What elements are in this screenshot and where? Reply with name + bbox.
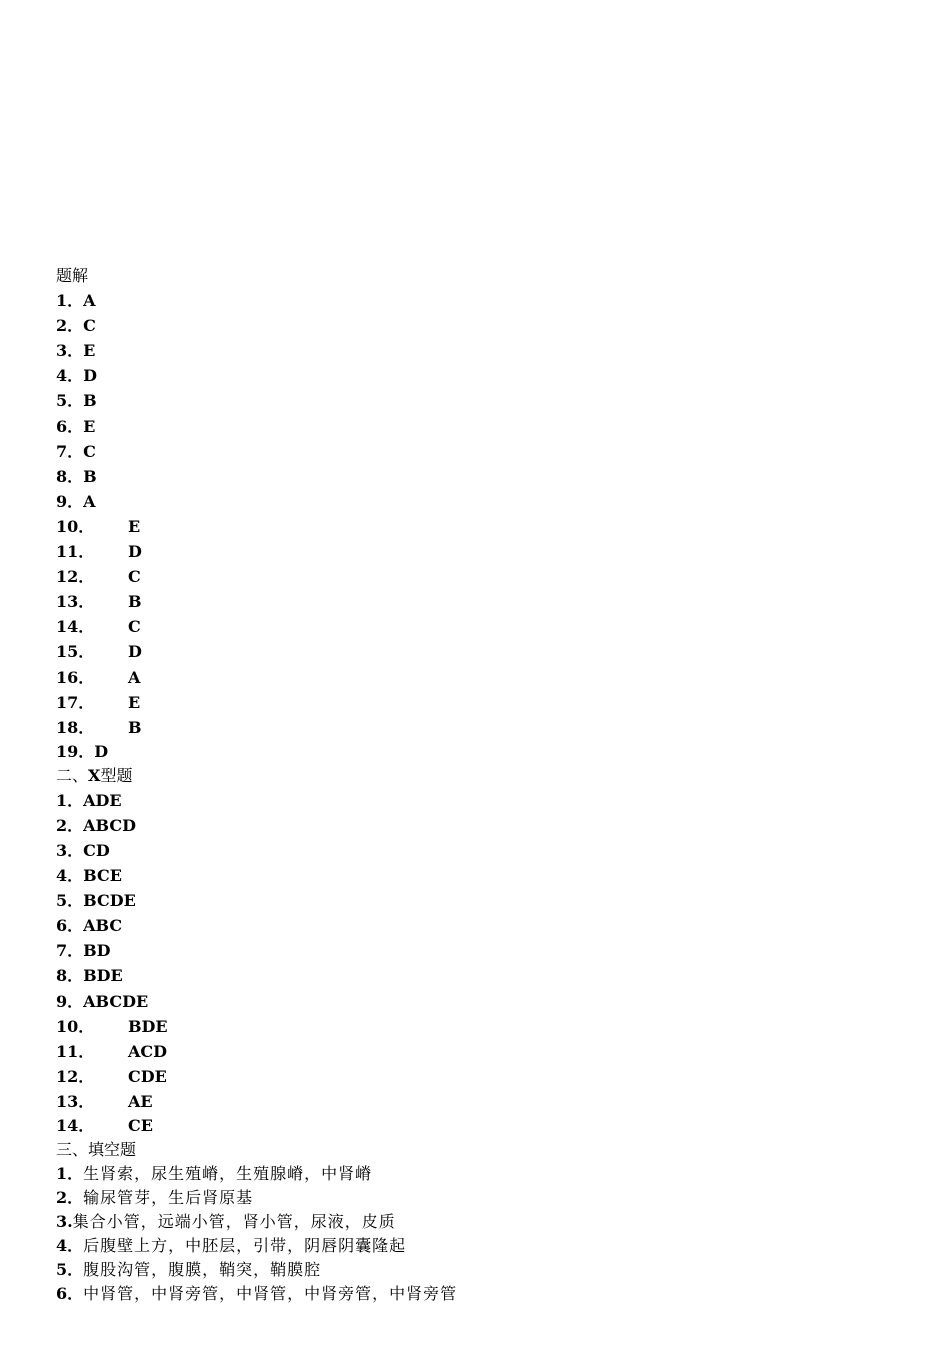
answer-row [56,1039,916,1064]
answer-value: CE [128,1116,153,1135]
answer-row [56,863,916,888]
answer-value: C [83,441,96,461]
answer-number: 12． [56,1066,95,1086]
answer-value: E [83,416,96,436]
answer-value: C [128,617,141,637]
answer-number: 6． [56,416,84,436]
answer-value: D [128,642,142,662]
answer-value: C [83,316,96,336]
answer-row [56,514,916,539]
answer-value: E [128,516,141,536]
answer-value: D [94,741,109,761]
fill-in-text: 腹股沟管，腹膜，鞘突，鞘膜腔 [83,1260,322,1279]
answer-number: 7． [56,941,84,961]
answer-number: 1． [56,291,84,311]
answer-number: 12． [56,567,95,587]
answer-number: 5． [56,891,84,911]
answer-row [56,888,916,913]
answer-value: BD [83,941,111,961]
fill-in-number: 4． [56,1236,84,1255]
answer-number: 8． [56,466,84,486]
answer-number: 11． [56,1041,95,1061]
fill-in-number: 3. [56,1212,73,1231]
answer-value: C [128,567,141,587]
answer-number: 8． [56,966,84,986]
answer-value: A [83,291,96,311]
answer-value: E [128,692,141,712]
x-type-heading-bold: X [88,765,101,785]
x-type-heading [56,764,916,788]
answer-row [56,639,916,664]
answer-number: 10． [56,516,95,536]
fill-in-number: 5． [56,1260,84,1279]
answer-row [56,363,916,388]
answer-row [56,1114,916,1138]
answer-number: 5． [56,391,84,411]
fill-in-text: 生肾索，尿生殖嵴，生殖腺嵴，中肾嵴 [83,1164,373,1183]
answer-number: 4． [56,366,84,386]
fill-in-text: 输尿管芽，生后肾原基 [83,1188,254,1207]
answer-row [56,838,916,863]
answer-value: BDE [128,1016,168,1036]
answer-value: CD [83,840,110,860]
answer-row [56,338,916,363]
answer-row [56,989,916,1014]
answer-row [56,388,916,413]
answer-number: 18． [56,717,95,737]
answer-value: E [83,341,96,361]
answer-number: 14． [56,1116,95,1135]
answer-row [56,1089,916,1114]
answer-number: 14． [56,617,95,637]
answer-number: 7． [56,441,84,461]
answer-value: A [128,667,141,687]
answer-number: 15． [56,642,95,662]
answer-value: AE [128,1091,153,1111]
answer-value: BCDE [83,891,136,911]
answer-row [56,715,916,740]
fill-in-row [56,1282,916,1306]
answer-value: D [83,366,98,386]
answer-number: 13． [56,592,95,612]
answer-value: B [83,466,97,486]
answer-value: BCE [83,866,122,886]
section-title [56,263,916,288]
fill-in-text: 中肾管，中肾旁管，中肾管，中肾旁管，中肾旁管 [83,1284,458,1303]
fill-in-row [56,1258,916,1282]
answer-row [56,1064,916,1089]
answer-row [56,589,916,614]
answer-value: BDE [83,966,123,986]
answer-row [56,963,916,988]
answer-value: CDE [128,1066,167,1086]
answer-number: 1． [56,790,84,810]
fill-in-heading [56,1138,916,1162]
answer-row [56,690,916,715]
fill-in-row [56,1234,916,1258]
answer-number: 6． [56,916,84,936]
fill-in-number: 2． [56,1188,84,1207]
answer-row [56,740,916,764]
answer-number: 17． [56,692,95,712]
fill-in-text: 集合小管，远端小管，肾小管，尿液，皮质 [72,1212,396,1231]
answer-row [56,938,916,963]
answer-number: 16． [56,667,95,687]
answer-number: 3． [56,840,84,860]
answer-number: 2． [56,815,84,835]
answer-row [56,913,916,938]
answer-value: ABCDE [83,991,149,1011]
answer-value: B [83,391,97,411]
fill-in-number: 6． [56,1284,84,1303]
answer-number: 10． [56,1016,95,1036]
answer-number: 13． [56,1091,95,1111]
answer-row [56,464,916,489]
answer-value: B [128,592,142,612]
answer-row [56,614,916,639]
answer-row [56,539,916,564]
answer-row [56,313,916,338]
answer-number: 4． [56,866,84,886]
answer-number: 3． [56,341,84,361]
answer-value: D [128,542,142,562]
section-title-text: 题解 [56,266,89,285]
answer-number: 11． [56,542,95,562]
answer-number: 2． [56,316,84,336]
answer-row [56,665,916,690]
fill-in-number: 1． [56,1164,84,1183]
answer-row [56,288,916,313]
answer-value: B [128,717,142,737]
answer-row [56,564,916,589]
fill-in-row [56,1162,916,1186]
fill-in-row [56,1210,916,1234]
answer-value: ABC [83,916,123,936]
answer-document [56,263,916,1306]
answer-row [56,813,916,838]
answer-number: 9． [56,991,84,1011]
answer-row [56,788,916,813]
x-type-heading-prefix: 二、 [56,765,89,785]
answer-value: ADE [83,790,122,810]
answer-number: 19． [56,741,95,761]
x-type-heading-suffix: 型题 [100,765,133,785]
answer-value: ABCD [83,815,136,835]
fill-in-row [56,1186,916,1210]
answer-row [56,489,916,514]
answer-value: ACD [128,1041,168,1061]
answer-value: A [83,491,96,511]
answer-row [56,439,916,464]
answer-number: 9． [56,491,84,511]
answer-row [56,414,916,439]
answer-row [56,1014,916,1039]
fill-in-text: 后腹壁上方，中胚层，引带，阴唇阴囊隆起 [83,1236,407,1255]
fill-in-heading-text: 三、填空题 [56,1140,137,1159]
